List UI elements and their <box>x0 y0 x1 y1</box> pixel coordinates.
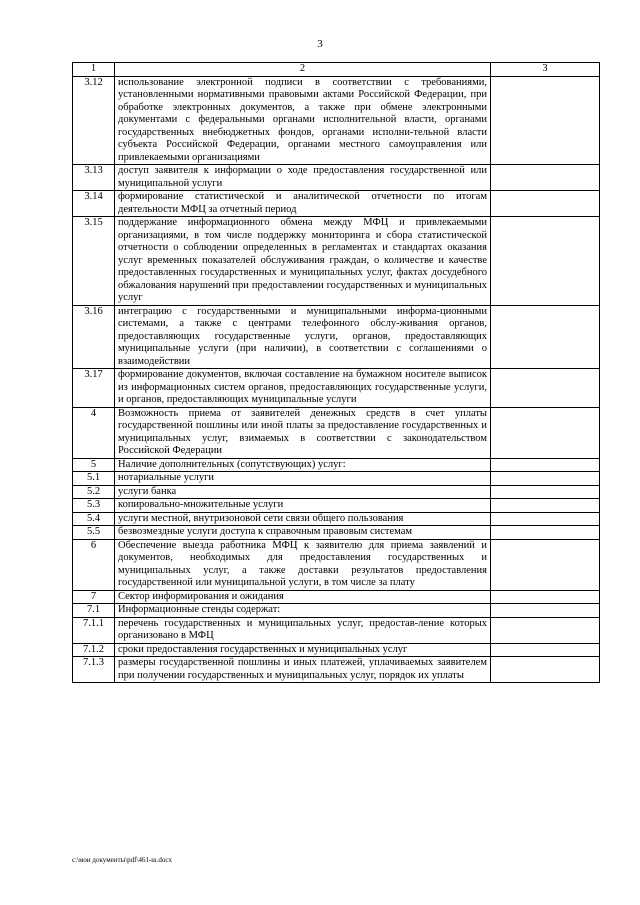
row-value-cell <box>491 590 600 604</box>
table-row <box>73 604 600 618</box>
row-value-cell <box>491 643 600 657</box>
table-row <box>73 407 600 458</box>
table-row <box>73 643 600 657</box>
row-value-cell <box>491 657 600 683</box>
row-text-cell: использование электронной подписи в соответствии с требованиями, установленными нормативными правовыми актами Российской Федерации, при обработке электронных документов, а также при обмене электронными документами с федеральными органами исполнительной власти, органами государственных внебюджетных фондов, органами исполни-тельной власти субъекта Российской Федерации, органами местного самоуправления или привлекаемыми организациями <box>115 76 491 165</box>
row-number-cell: 5.4 <box>73 512 115 526</box>
row-number-cell: 7.1.1 <box>73 617 115 643</box>
row-text-cell: перечень государственных и муниципальных услуг, предостав-ление которых организовано в МФЦ <box>115 617 491 643</box>
row-text-cell: Обеспечение выезда работника МФЦ к заявителю для приема заявлений и документов, необходимых для предоставления государственных и муниципальных услуг, а также доставки результатов предоставления государственной или муниципальной услуги, в том числе за плату <box>115 539 491 590</box>
page-number: 3 <box>317 38 323 50</box>
table-row <box>73 512 600 526</box>
table-row <box>73 305 600 369</box>
row-number-cell: 7.1.2 <box>73 643 115 657</box>
row-value-cell <box>491 191 600 217</box>
row-number-cell: 3.17 <box>73 369 115 408</box>
row-text-cell: безвозмездные услуги доступа к справочным правовым системам <box>115 526 491 540</box>
row-text-cell: размеры государственной пошлины и иных платежей, уплачиваемых заявителем при получении государственных и муниципальных услуг, порядок их уплаты <box>115 657 491 683</box>
requirements-table <box>72 62 600 683</box>
row-number-cell: 7.1 <box>73 604 115 618</box>
row-value-cell <box>491 407 600 458</box>
table-row <box>73 526 600 540</box>
table-row <box>73 472 600 486</box>
table-row <box>73 590 600 604</box>
row-text-cell: Информационные стенды содержат: <box>115 604 491 618</box>
file-path-footer: c:\мои документы\pdf\461-ш.docx <box>72 856 173 864</box>
row-number-cell: 5.3 <box>73 499 115 513</box>
table-row <box>73 485 600 499</box>
row-text-cell: Сектор информирования и ожидания <box>115 590 491 604</box>
row-text-cell: сроки предоставления государственных и муниципальных услуг <box>115 643 491 657</box>
row-text-cell: поддержание информационного обмена между МФЦ и привлекаемыми организациями, в том числе поддержку мониторинга и сбора статистической отчетности о соблюдении определенных в регламентах и стандартах оказания услуг временных показателей обслуживания граждан, о количестве и качестве предоставленных государственных и муниципальных услуг, фактах досудебного обжалования нарушений при предоставлении государственных и муниципальных услуг <box>115 217 491 306</box>
table-row <box>73 217 600 306</box>
table-row <box>73 657 600 683</box>
table-row <box>73 539 600 590</box>
row-value-cell <box>491 76 600 165</box>
row-value-cell <box>491 526 600 540</box>
row-number-cell: 5.5 <box>73 526 115 540</box>
row-text-cell: нотариальные услуги <box>115 472 491 486</box>
row-value-cell <box>491 305 600 369</box>
table-row <box>73 369 600 408</box>
row-number-cell: 3.16 <box>73 305 115 369</box>
row-number-cell: 3.15 <box>73 217 115 306</box>
row-value-cell <box>491 472 600 486</box>
row-text-cell: интеграцию с государственными и муниципальными информа-ционными системами, а также с центрами телефонного обслу-живания органов, предоставляющих государственные услуги, органов, предоставляющих муниципальные услуги (при наличии), в соответствии с соглашениями о взаимодействии <box>115 305 491 369</box>
table-header-row <box>73 63 600 77</box>
row-number-cell: 3.12 <box>73 76 115 165</box>
row-number-cell: 4 <box>73 407 115 458</box>
table-row <box>73 617 600 643</box>
row-value-cell <box>491 604 600 618</box>
row-text-cell: доступ заявителя к информации о ходе предоставления государственной или муниципальной услуги <box>115 165 491 191</box>
row-number-cell: 3.14 <box>73 191 115 217</box>
row-number-cell: 7 <box>73 590 115 604</box>
header-cell-3: 3 <box>491 63 600 77</box>
table-row <box>73 458 600 472</box>
table-row <box>73 191 600 217</box>
row-number-cell: 5.1 <box>73 472 115 486</box>
row-value-cell <box>491 539 600 590</box>
row-value-cell <box>491 165 600 191</box>
row-text-cell: формирование документов, включая составление на бумажном носителе выписок из информационных систем органов, предоставляющих государственные услуги, и органов, предоставляющих муниципальные услуги <box>115 369 491 408</box>
row-value-cell <box>491 369 600 408</box>
table-row <box>73 499 600 513</box>
row-text-cell: услуги местной, внутризоновой сети связи общего пользования <box>115 512 491 526</box>
table-row <box>73 76 600 165</box>
row-text-cell: формирование статистической и аналитической отчетности по итогам деятельности МФЦ за отчетный период <box>115 191 491 217</box>
row-text-cell: Возможность приема от заявителей денежных средств в счет уплаты государственной пошлины или иной платы за предоставление государственных и муниципальных услуг, взимаемых в соответствии с законодательством Российской Федерации <box>115 407 491 458</box>
header-cell-2: 2 <box>115 63 491 77</box>
row-number-cell: 5 <box>73 458 115 472</box>
row-text-cell: Наличие дополнительных (сопутствующих) услуг: <box>115 458 491 472</box>
row-value-cell <box>491 512 600 526</box>
row-number-cell: 5.2 <box>73 485 115 499</box>
table-body <box>73 63 600 683</box>
table-row <box>73 165 600 191</box>
row-number-cell: 7.1.3 <box>73 657 115 683</box>
row-value-cell <box>491 485 600 499</box>
header-cell-1: 1 <box>73 63 115 77</box>
row-value-cell <box>491 217 600 306</box>
row-number-cell: 6 <box>73 539 115 590</box>
row-value-cell <box>491 499 600 513</box>
row-value-cell <box>491 458 600 472</box>
row-number-cell: 3.13 <box>73 165 115 191</box>
row-text-cell: услуги банка <box>115 485 491 499</box>
row-value-cell <box>491 617 600 643</box>
row-text-cell: копировально-множительные услуги <box>115 499 491 513</box>
